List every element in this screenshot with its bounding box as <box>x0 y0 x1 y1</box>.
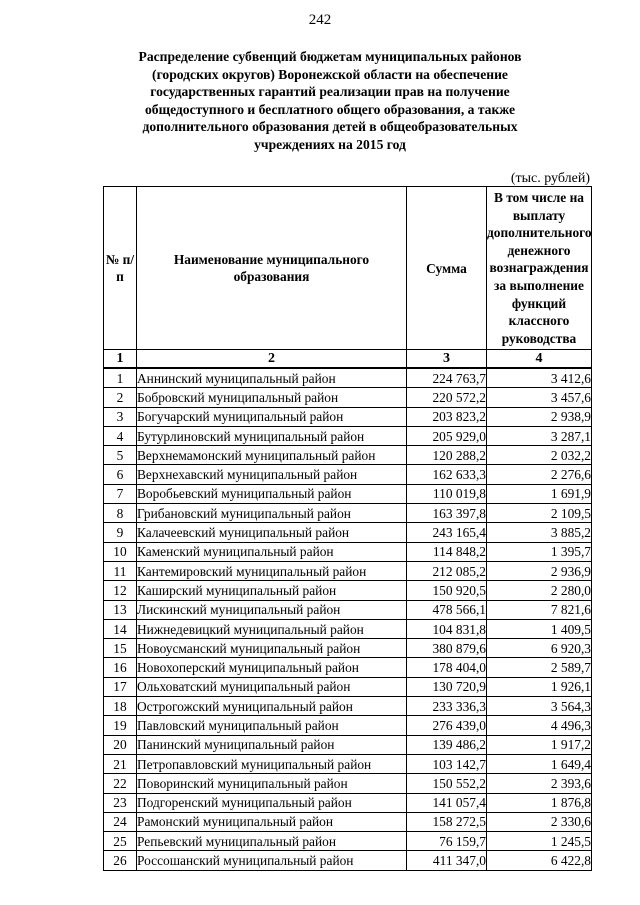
row-sum: 276 439,0 <box>407 716 487 735</box>
table-row <box>104 832 592 851</box>
table-row <box>104 600 592 619</box>
row-municipality-name: Бобровский муниципальный район <box>137 388 407 407</box>
row-sum: 163 397,8 <box>407 504 487 523</box>
row-sum: 205 929,0 <box>407 426 487 445</box>
row-municipality-name: Репьевский муниципальный район <box>137 832 407 851</box>
row-extra-amount: 2 276,6 <box>487 465 592 484</box>
row-municipality-name: Каширский муниципальный район <box>137 581 407 600</box>
row-sum: 478 566,1 <box>407 600 487 619</box>
row-number: 9 <box>104 523 137 542</box>
row-sum: 203 823,2 <box>407 407 487 426</box>
row-number: 11 <box>104 561 137 580</box>
row-municipality-name: Павловский муниципальный район <box>137 716 407 735</box>
row-sum: 76 159,7 <box>407 832 487 851</box>
row-extra-amount: 2 330,6 <box>487 812 592 831</box>
row-extra-amount: 1 876,8 <box>487 793 592 812</box>
column-number: 2 <box>137 350 407 369</box>
row-municipality-name: Кантемировский муниципальный район <box>137 561 407 580</box>
row-extra-amount: 2 936,9 <box>487 561 592 580</box>
table-row <box>104 426 592 445</box>
row-extra-amount: 4 496,3 <box>487 716 592 735</box>
table-row <box>104 542 592 561</box>
table-row <box>104 754 592 773</box>
row-municipality-name: Каменский муниципальный район <box>137 542 407 561</box>
row-number: 24 <box>104 812 137 831</box>
row-number: 23 <box>104 793 137 812</box>
row-sum: 162 633,3 <box>407 465 487 484</box>
column-number-row <box>104 350 592 369</box>
row-municipality-name: Аннинский муниципальный район <box>137 368 407 388</box>
table-row <box>104 407 592 426</box>
row-sum: 243 165,4 <box>407 523 487 542</box>
table-body <box>104 368 592 870</box>
page-number: 242 <box>308 12 332 28</box>
row-municipality-name: Нижнедевицкий муниципальный район <box>137 619 407 638</box>
row-extra-amount: 2 280,0 <box>487 581 592 600</box>
row-municipality-name: Рамонский муниципальный район <box>137 812 407 831</box>
document-title: Распределение субвенций бюджетам муниципальных районов (городских округов) Воронежской области на обеспечение государственных гарантий реализации прав на получение общедоступного и бесплатного общего образования, а также дополнительного образования детей в общеобразовательных учреждениях на 2015 год <box>138 49 522 152</box>
table-row <box>104 561 592 580</box>
table-row <box>104 658 592 677</box>
row-municipality-name: Подгоренский муниципальный район <box>137 793 407 812</box>
units-label: (тыс. рублей) <box>510 171 590 186</box>
row-extra-amount: 1 409,5 <box>487 619 592 638</box>
table-row <box>104 581 592 600</box>
row-municipality-name: Грибановский муниципальный район <box>137 504 407 523</box>
row-sum: 110 019,8 <box>407 484 487 503</box>
row-municipality-name: Верхнемамонский муниципальный район <box>137 446 407 465</box>
header-name: Наименование муниципального образования <box>137 187 407 350</box>
row-sum: 103 142,7 <box>407 754 487 773</box>
table-row <box>104 523 592 542</box>
row-number: 12 <box>104 581 137 600</box>
row-sum: 141 057,4 <box>407 793 487 812</box>
row-extra-amount: 6 920,3 <box>487 639 592 658</box>
row-municipality-name: Острогожский муниципальный район <box>137 697 407 716</box>
row-number: 15 <box>104 639 137 658</box>
row-sum: 178 404,0 <box>407 658 487 677</box>
row-number: 13 <box>104 600 137 619</box>
row-number: 2 <box>104 388 137 407</box>
row-number: 4 <box>104 426 137 445</box>
row-sum: 139 486,2 <box>407 735 487 754</box>
row-number: 6 <box>104 465 137 484</box>
header-num: № п/п <box>104 187 137 350</box>
row-extra-amount: 3 885,2 <box>487 523 592 542</box>
row-number: 25 <box>104 832 137 851</box>
row-municipality-name: Богучарский муниципальный район <box>137 407 407 426</box>
row-extra-amount: 2 393,6 <box>487 774 592 793</box>
row-number: 20 <box>104 735 137 754</box>
subvention-table <box>103 186 592 871</box>
row-extra-amount: 1 245,5 <box>487 832 592 851</box>
table-row <box>104 504 592 523</box>
row-number: 10 <box>104 542 137 561</box>
row-sum: 158 272,5 <box>407 812 487 831</box>
row-number: 3 <box>104 407 137 426</box>
row-extra-amount: 1 395,7 <box>487 542 592 561</box>
row-extra-amount: 3 457,6 <box>487 388 592 407</box>
row-municipality-name: Калачеевский муниципальный район <box>137 523 407 542</box>
row-number: 7 <box>104 484 137 503</box>
row-number: 16 <box>104 658 137 677</box>
row-extra-amount: 2 032,2 <box>487 446 592 465</box>
row-municipality-name: Верхнехавский муниципальный район <box>137 465 407 484</box>
row-sum: 224 763,7 <box>407 368 487 388</box>
row-extra-amount: 6 422,8 <box>487 851 592 870</box>
row-number: 1 <box>104 368 137 388</box>
row-municipality-name: Поворинский муниципальный район <box>137 774 407 793</box>
row-number: 18 <box>104 697 137 716</box>
table-row <box>104 465 592 484</box>
row-extra-amount: 7 821,6 <box>487 600 592 619</box>
row-municipality-name: Лискинский муниципальный район <box>137 600 407 619</box>
row-sum: 380 879,6 <box>407 639 487 658</box>
row-municipality-name: Россошанский муниципальный район <box>137 851 407 870</box>
row-sum: 150 552,2 <box>407 774 487 793</box>
row-extra-amount: 2 938,9 <box>487 407 592 426</box>
table-row <box>104 368 592 388</box>
row-number: 5 <box>104 446 137 465</box>
table-row <box>104 677 592 696</box>
row-municipality-name: Ольховатский муниципальный район <box>137 677 407 696</box>
row-number: 22 <box>104 774 137 793</box>
row-sum: 212 085,2 <box>407 561 487 580</box>
table-row <box>104 812 592 831</box>
row-municipality-name: Воробьевский муниципальный район <box>137 484 407 503</box>
row-municipality-name: Петропавловский муниципальный район <box>137 754 407 773</box>
row-extra-amount: 1 649,4 <box>487 754 592 773</box>
row-municipality-name: Новоусманский муниципальный район <box>137 639 407 658</box>
row-sum: 411 347,0 <box>407 851 487 870</box>
row-extra-amount: 1 926,1 <box>487 677 592 696</box>
table-row <box>104 716 592 735</box>
column-number: 4 <box>487 350 592 369</box>
row-extra-amount: 3 287,1 <box>487 426 592 445</box>
row-number: 17 <box>104 677 137 696</box>
table-row <box>104 774 592 793</box>
row-sum: 104 831,8 <box>407 619 487 638</box>
row-extra-amount: 2 109,5 <box>487 504 592 523</box>
row-municipality-name: Новохоперский муниципальный район <box>137 658 407 677</box>
row-number: 26 <box>104 851 137 870</box>
table-row <box>104 735 592 754</box>
header-sum: Сумма <box>407 187 487 350</box>
table-row <box>104 793 592 812</box>
row-extra-amount: 3 564,3 <box>487 697 592 716</box>
table-row <box>104 697 592 716</box>
column-number: 1 <box>104 350 137 369</box>
row-municipality-name: Панинский муниципальный район <box>137 735 407 754</box>
table-row <box>104 446 592 465</box>
row-extra-amount: 1 917,2 <box>487 735 592 754</box>
row-number: 19 <box>104 716 137 735</box>
row-extra-amount: 2 589,7 <box>487 658 592 677</box>
row-sum: 114 848,2 <box>407 542 487 561</box>
column-number: 3 <box>407 350 487 369</box>
row-number: 8 <box>104 504 137 523</box>
table-row <box>104 619 592 638</box>
row-extra-amount: 3 412,6 <box>487 368 592 388</box>
row-extra-amount: 1 691,9 <box>487 484 592 503</box>
header-extra: В том числе на выплату дополнительного денежного вознаграждения за выполнение функций классного руководства <box>487 187 592 350</box>
table-row <box>104 388 592 407</box>
row-sum: 150 920,5 <box>407 581 487 600</box>
row-municipality-name: Бутурлиновский муниципальный район <box>137 426 407 445</box>
table-header-row <box>104 187 592 350</box>
row-number: 14 <box>104 619 137 638</box>
row-sum: 120 288,2 <box>407 446 487 465</box>
table-row <box>104 639 592 658</box>
row-sum: 220 572,2 <box>407 388 487 407</box>
row-sum: 130 720,9 <box>407 677 487 696</box>
row-sum: 233 336,3 <box>407 697 487 716</box>
row-number: 21 <box>104 754 137 773</box>
table-row <box>104 851 592 870</box>
table-row <box>104 484 592 503</box>
